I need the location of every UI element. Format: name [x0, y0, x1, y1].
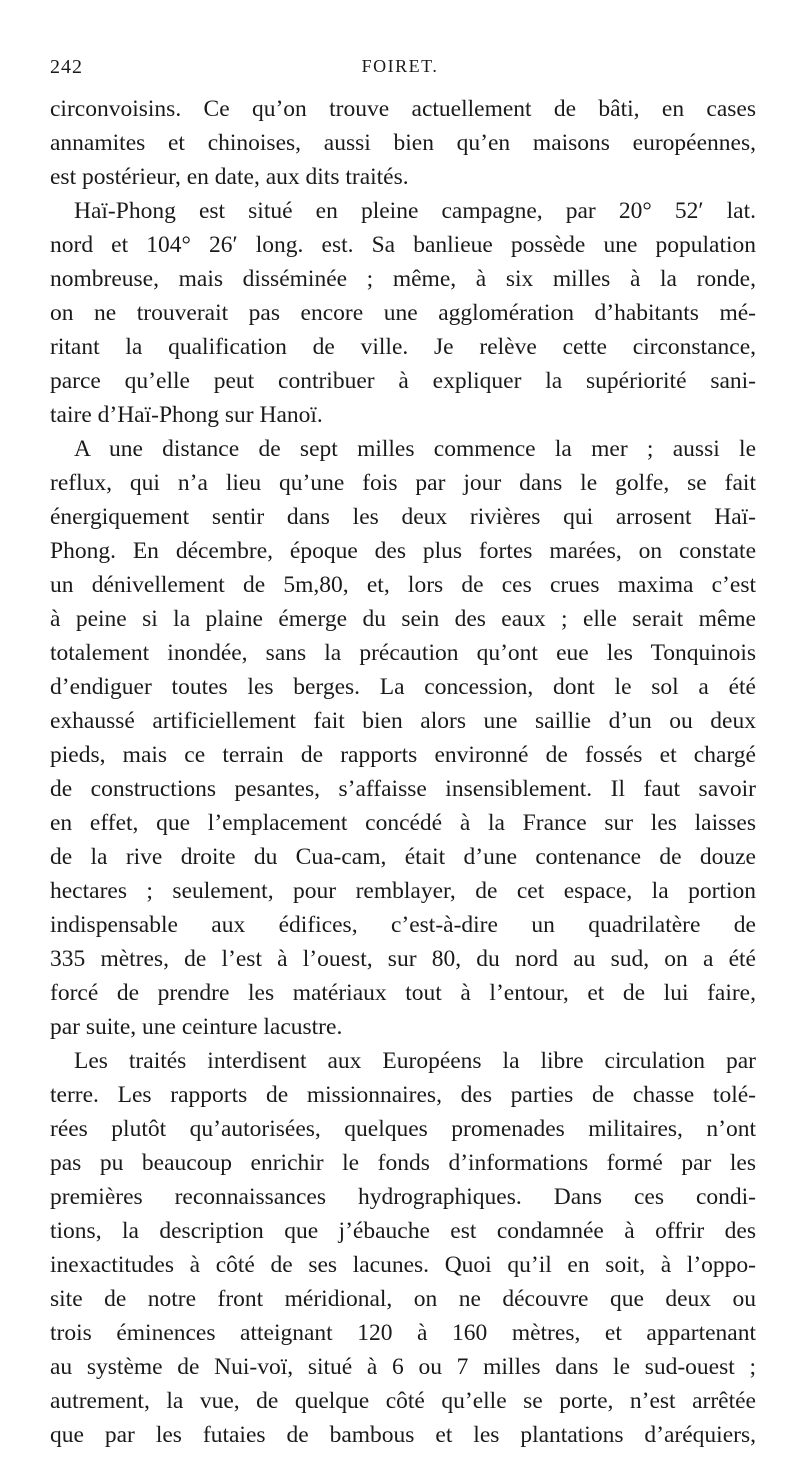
text-line: de constructions pesantes, s’affaisse insensiblement. Il faut savoir	[50, 776, 756, 802]
text-line: reflux, qui n’a lieu qu’une fois par jour dans le golfe, se fait	[50, 470, 756, 496]
text-line: Haï-Phong est situé en pleine campagne, par 20° 52′ lat.	[74, 198, 756, 224]
text-line: énergiquement sentir dans les deux rivières qui arrosent Haï-	[50, 504, 756, 530]
text-line: 335 mètres, de l’est à l’ouest, sur 80, du nord au sud, on a été	[50, 946, 756, 972]
text-line: parce qu’elle peut contribuer à expliquer la supériorité sani-	[50, 368, 756, 394]
text-line: pas pu beaucoup enrichir le fonds d’informations formé par les	[50, 1150, 756, 1176]
text-line: hectares ; seulement, pour remblayer, de cet espace, la portion	[50, 878, 756, 904]
text-line: de la rive droite du Cua-cam, était d’une contenance de douze	[50, 844, 756, 870]
text-line: un dénivellement de 5m,80, et, lors de ces crues maxima c’est	[50, 572, 756, 598]
text-line: ritant la qualification de ville. Je relève cette circonstance,	[50, 334, 756, 360]
text-line: on ne trouverait pas encore une agglomération d’habitants mé-	[50, 300, 756, 326]
text-line: nombreuse, mais disséminée ; même, à six milles à la ronde,	[50, 266, 756, 292]
text-line: circonvoisins. Ce qu’on trouve actuellement de bâti, en cases	[50, 96, 756, 122]
text-line: autrement, la vue, de quelque côté qu’elle se porte, n’est arrêtée	[50, 1388, 756, 1414]
text-line: terre. Les rapports de missionnaires, des parties de chasse tolé-	[50, 1082, 756, 1108]
text-line: en effet, que l’emplacement concédé à la France sur les laisses	[50, 810, 756, 836]
text-line: rées plutôt qu’autorisées, quelques promenades militaires, n’ont	[50, 1116, 756, 1142]
text-line: premières reconnaissances hydrographiques. Dans ces condi-	[50, 1184, 756, 1210]
text-line: par suite, une ceinture lacustre.	[50, 1014, 343, 1040]
text-line: Les traités interdisent aux Européens la libre circulation par	[74, 1048, 756, 1074]
text-line: site de notre front méridional, on ne découvre que deux ou	[50, 1286, 756, 1312]
text-line: Phong. En décembre, époque des plus fortes marées, on constate	[50, 538, 756, 564]
text-line: au système de Nui-voï, situé à 6 ou 7 milles dans le sud-ouest ;	[50, 1354, 756, 1380]
text-line: tions, la description que j’ébauche est condamnée à offrir des	[50, 1218, 756, 1244]
text-line: taire d’Haï-Phong sur Hanoï.	[50, 402, 323, 428]
page-number: 242	[50, 56, 83, 78]
text-line: totalement inondée, sans la précaution qu’ont eue les Tonquinois	[50, 640, 756, 666]
text-line: indispensable aux édifices, c’est-à-dire un quadrilatère de	[50, 912, 756, 938]
text-line: forcé de prendre les matériaux tout à l’entour, et de lui faire,	[50, 980, 756, 1006]
running-head: FOIRET.	[361, 56, 439, 76]
text-line: A une distance de sept milles commence la mer ; aussi le	[74, 436, 756, 462]
text-line: pieds, mais ce terrain de rapports environné de fossés et chargé	[50, 742, 756, 768]
text-line: est postérieur, en date, aux dits traités.	[50, 164, 409, 190]
body-text	[50, 92, 756, 1452]
text-line: à peine si la plaine émerge du sein des eaux ; elle serait même	[50, 606, 756, 632]
text-line: exhaussé artificiellement fait bien alors une saillie d’un ou deux	[50, 708, 756, 734]
text-line: inexactitudes à côté de ses lacunes. Quoi qu’il en soit, à l’oppo-	[50, 1252, 756, 1278]
text-line: nord et 104° 26′ long. est. Sa banlieue possède une population	[50, 232, 756, 258]
text-line: que par les futaies de bambous et les plantations d’aréquiers,	[50, 1422, 756, 1448]
text-line: trois éminences atteignant 120 à 160 mètres, et appartenant	[50, 1320, 756, 1346]
text-line: annamites et chinoises, aussi bien qu’en maisons européennes,	[50, 130, 756, 156]
text-line: d’endiguer toutes les berges. La concession, dont le sol a été	[50, 674, 756, 700]
page-header	[50, 56, 750, 86]
